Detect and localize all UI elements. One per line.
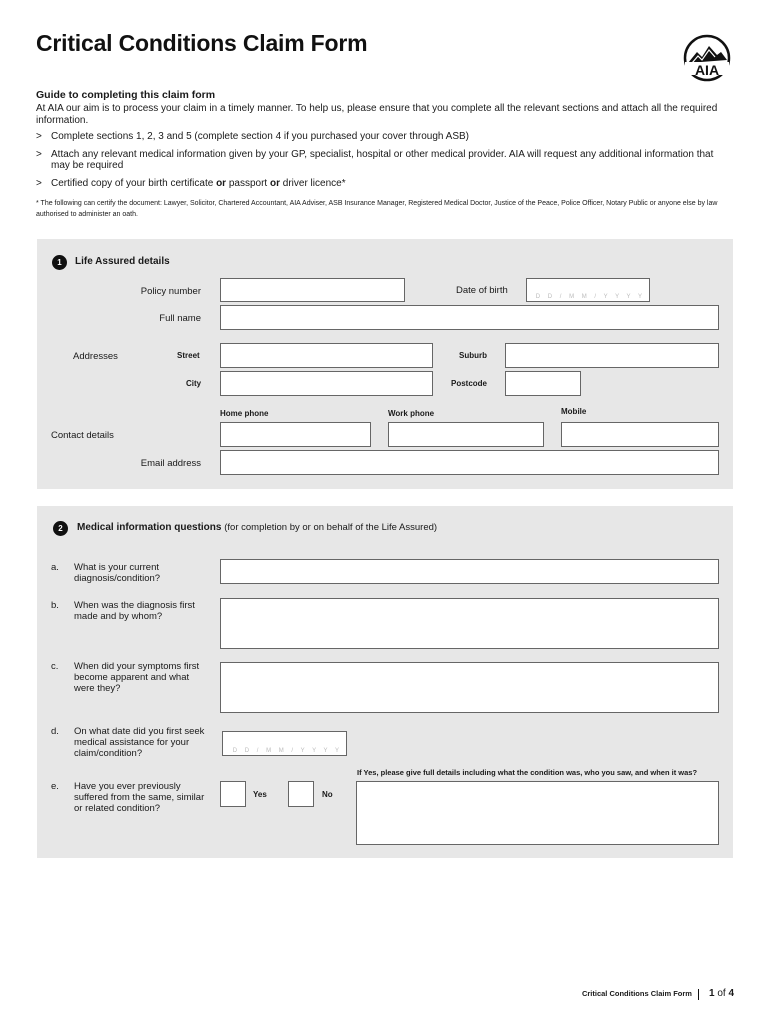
guide-bullet: > Complete sections 1, 2, 3 and 5 (complete section 4 if you purchased your cover through ASB) xyxy=(36,131,470,142)
city-label: City xyxy=(186,379,202,388)
first-medical-assistance-date-input[interactable] xyxy=(222,731,347,756)
yes-label: Yes xyxy=(253,790,267,799)
postcode-input[interactable] xyxy=(505,371,581,396)
symptoms-input[interactable] xyxy=(220,662,719,713)
full-name-label: Full name xyxy=(159,313,201,324)
email-address-input[interactable] xyxy=(220,450,719,475)
current-diagnosis-input[interactable] xyxy=(220,559,719,584)
section-subtitle: (for completion by or on behalf of the Life Assured) xyxy=(224,522,438,533)
guide-bullet: > Certified copy of your birth certificate or passport or driver licence* xyxy=(36,178,346,189)
page-title: Critical Conditions Claim Form xyxy=(36,30,368,56)
guide-intro: At AIA our aim is to process your claim in a timely manner. To help us, please ensure that you complete all the relevant sections and attach all the required information. xyxy=(36,103,718,126)
street-label: Street xyxy=(177,351,200,360)
work-phone-label: Work phone xyxy=(388,409,435,418)
home-phone-input[interactable] xyxy=(220,422,371,447)
mobile-label: Mobile xyxy=(561,407,587,416)
suburb-label: Suburb xyxy=(459,351,487,360)
bullet-marker: > xyxy=(36,178,42,189)
suburb-input[interactable] xyxy=(505,343,719,368)
no-label: No xyxy=(322,790,333,799)
bullet-marker: > xyxy=(36,131,42,142)
question-text: When was the diagnosis first made and by whom? xyxy=(74,600,195,622)
guide-bullets xyxy=(36,131,726,196)
no-checkbox[interactable] xyxy=(288,781,314,807)
footer-form-name: Critical Conditions Claim Form xyxy=(581,989,692,998)
bullet-marker: > xyxy=(36,149,42,160)
question-text: Have you ever previously suffered from the same, similar or related condition? xyxy=(74,781,205,814)
date-format-hint: D D / M M / Y Y Y Y xyxy=(232,748,342,754)
question-letter: c. xyxy=(51,661,59,672)
email-address-label: Email address xyxy=(140,458,201,469)
date-of-birth-input[interactable] xyxy=(526,278,650,302)
question-letter: b. xyxy=(51,600,59,611)
question-letter: a. xyxy=(51,562,59,573)
footer-divider xyxy=(698,989,699,1000)
if-yes-instruction: If Yes, please give full details including what the condition was, who you saw, and when it was? xyxy=(357,768,698,777)
question-text: On what date did you first seek medical assistance for your claim/condition? xyxy=(74,726,205,759)
certification-footnote: * The following can certify the document: Lawyer, Solicitor, Chartered Accountant, AIA Adviser, ASB Insurance Manager, Registered Medical Doctor, Justice of the Peace, Police Officer, Notary Public or anyone else by law authorised to administer an oath. xyxy=(36,200,718,218)
full-name-input[interactable] xyxy=(220,305,719,330)
page-number: 1 of 4 xyxy=(708,988,734,999)
section-title: Medical information questions (for completion by or on behalf of the Life Assured) xyxy=(77,522,438,533)
postcode-label: Postcode xyxy=(451,379,488,388)
question-letter: d. xyxy=(51,726,59,737)
question-letter: e. xyxy=(51,781,59,792)
contact-details-label: Contact details xyxy=(51,430,114,441)
page-footer xyxy=(582,988,734,1000)
street-input[interactable] xyxy=(220,343,433,368)
date-format-hint: D D / M M / Y Y Y Y xyxy=(535,294,645,300)
policy-number-input[interactable] xyxy=(220,278,405,302)
guide-title: Guide to completing this claim form xyxy=(36,89,216,101)
section-1-panel xyxy=(37,239,733,489)
date-of-birth-label: Date of birth xyxy=(456,285,508,296)
yes-checkbox[interactable] xyxy=(220,781,246,807)
section-2-panel xyxy=(37,506,733,858)
question-text: What is your current diagnosis/condition? xyxy=(74,562,161,584)
question-text: When did your symptoms first become apparent and what were they? xyxy=(74,661,200,694)
section-number-badge: 1 xyxy=(52,255,67,270)
aia-logo-icon xyxy=(682,33,732,83)
policy-number-label: Policy number xyxy=(140,286,201,297)
previous-condition-details-input[interactable] xyxy=(356,781,719,845)
mobile-input[interactable] xyxy=(561,422,719,447)
work-phone-input[interactable] xyxy=(388,422,544,447)
city-input[interactable] xyxy=(220,371,433,396)
section-title: Life Assured details xyxy=(75,256,170,267)
diagnosis-first-made-input[interactable] xyxy=(220,598,719,649)
section-number-badge: 2 xyxy=(53,521,68,536)
addresses-label: Addresses xyxy=(73,351,118,362)
logo-text: AIA xyxy=(694,62,720,78)
guide-bullet: > Attach any relevant medical information given by your GP, specialist, hospital or other medical provider. AIA will request any additional information that may be required xyxy=(36,149,714,171)
home-phone-label: Home phone xyxy=(220,409,269,418)
